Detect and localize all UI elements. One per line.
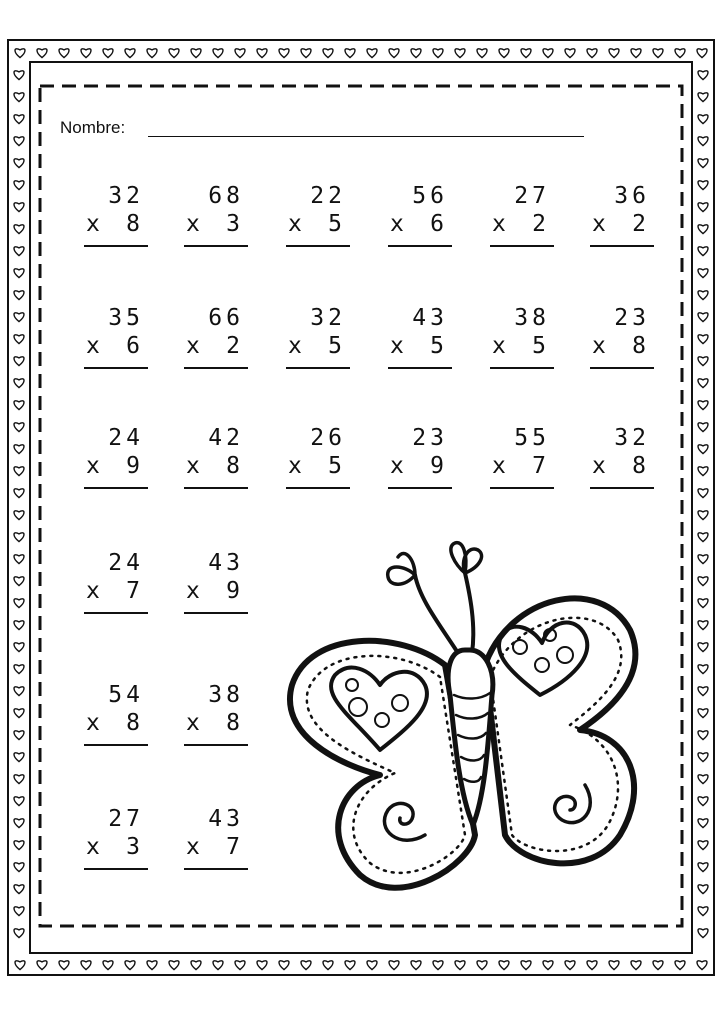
heart-icon: [698, 423, 708, 432]
heart-icon: [345, 961, 355, 970]
problem-2-2: [184, 305, 248, 375]
heart-icon: [698, 687, 708, 696]
times-sign: x: [592, 333, 606, 359]
problem-2-6: [590, 305, 654, 375]
multiplicand: 24: [108, 550, 144, 576]
name-line[interactable]: [148, 136, 584, 137]
heart-icon: [698, 467, 708, 476]
heart-icon: [279, 961, 289, 970]
heart-icon: [14, 797, 24, 806]
multiplicand: 36: [614, 183, 650, 209]
multiplier: 6: [430, 211, 448, 237]
times-sign: x: [86, 578, 100, 604]
times-sign: x: [186, 578, 200, 604]
times-sign: x: [288, 211, 302, 237]
times-sign: x: [86, 211, 100, 237]
heart-icon: [81, 961, 91, 970]
multiplicand: 32: [614, 425, 650, 451]
problem-6-1: [84, 806, 148, 876]
heart-icon: [323, 961, 333, 970]
heart-icon: [301, 961, 311, 970]
multiplier: 7: [532, 453, 550, 479]
heart-icon: [14, 775, 24, 784]
heart-icon: [14, 709, 24, 718]
heart-icon: [411, 961, 421, 970]
heart-icon: [103, 49, 113, 58]
multiplier: 5: [328, 211, 346, 237]
times-sign: x: [186, 211, 200, 237]
answer-line[interactable]: [184, 367, 248, 369]
heart-icon: [455, 49, 465, 58]
heart-icon: [389, 961, 399, 970]
heart-icon: [14, 291, 24, 300]
multiplier: 5: [328, 453, 346, 479]
heart-icon: [698, 555, 708, 564]
heart-icon: [698, 93, 708, 102]
heart-icon: [14, 907, 24, 916]
heart-icon: [14, 423, 24, 432]
heart-icon: [15, 49, 25, 58]
multiplicand: 23: [412, 425, 448, 451]
heart-icon: [14, 621, 24, 630]
heart-icon: [257, 961, 267, 970]
times-sign: x: [86, 710, 100, 736]
times-sign: x: [86, 333, 100, 359]
problem-1-3: [286, 183, 350, 253]
multiplier: 5: [430, 333, 448, 359]
heart-icon: [14, 643, 24, 652]
heart-icon: [609, 49, 619, 58]
answer-line[interactable]: [388, 367, 452, 369]
heart-icon: [14, 335, 24, 344]
heart-icon: [698, 401, 708, 410]
heart-icon: [698, 489, 708, 498]
heart-icon: [14, 379, 24, 388]
multiplier: 8: [126, 211, 144, 237]
answer-line[interactable]: [388, 245, 452, 247]
answer-line[interactable]: [590, 367, 654, 369]
heart-icon: [631, 49, 641, 58]
heart-icon: [14, 511, 24, 520]
heart-icon: [543, 961, 553, 970]
answer-line[interactable]: [388, 487, 452, 489]
times-sign: x: [492, 333, 506, 359]
heart-icon: [257, 49, 267, 58]
heart-icon: [14, 533, 24, 542]
problem-2-4: [388, 305, 452, 375]
heart-icon: [14, 885, 24, 894]
heart-icon: [81, 49, 91, 58]
heart-icon: [147, 49, 157, 58]
multiplier: 9: [226, 578, 244, 604]
heart-icon: [37, 961, 47, 970]
multiplier: 3: [226, 211, 244, 237]
heart-icon: [169, 961, 179, 970]
heart-icon: [14, 203, 24, 212]
multiplicand: 32: [108, 183, 144, 209]
heart-icon: [698, 203, 708, 212]
heart-icon: [455, 961, 465, 970]
problem-4-1: [84, 550, 148, 620]
heart-icon: [279, 49, 289, 58]
name-label: Nombre:: [60, 118, 126, 137]
times-sign: x: [390, 333, 404, 359]
answer-line[interactable]: [286, 245, 350, 247]
multiplicand: 22: [310, 183, 346, 209]
heart-icon: [698, 71, 708, 80]
multiplier: 8: [632, 453, 650, 479]
heart-icon: [14, 841, 24, 850]
heart-icon: [477, 961, 487, 970]
heart-icon: [213, 961, 223, 970]
heart-icon: [14, 731, 24, 740]
heart-icon: [14, 181, 24, 190]
heart-icon: [499, 961, 509, 970]
times-sign: x: [592, 211, 606, 237]
heart-icon: [477, 49, 487, 58]
heart-icon: [609, 961, 619, 970]
answer-line[interactable]: [184, 744, 248, 746]
heart-icon: [14, 467, 24, 476]
butterfly-hearts-icon: [280, 535, 660, 905]
heart-icon: [14, 863, 24, 872]
heart-icon: [14, 137, 24, 146]
heart-icon: [698, 181, 708, 190]
times-sign: x: [492, 211, 506, 237]
answer-line[interactable]: [84, 487, 148, 489]
heart-icon: [433, 961, 443, 970]
heart-icon: [653, 961, 663, 970]
answer-line[interactable]: [184, 245, 248, 247]
heart-icon: [433, 49, 443, 58]
heart-icon: [14, 159, 24, 168]
heart-icon: [14, 555, 24, 564]
problem-1-4: [388, 183, 452, 253]
heart-icon: [235, 49, 245, 58]
times-sign: x: [592, 453, 606, 479]
times-sign: x: [186, 453, 200, 479]
multiplier: 5: [532, 333, 550, 359]
heart-icon: [587, 49, 597, 58]
heart-icon: [698, 621, 708, 630]
heart-icon: [191, 961, 201, 970]
heart-icon: [14, 269, 24, 278]
problem-2-1: [84, 305, 148, 375]
heart-icon: [14, 93, 24, 102]
heart-icon: [698, 379, 708, 388]
heart-icon: [191, 49, 201, 58]
answer-line[interactable]: [286, 487, 350, 489]
heart-icon: [675, 49, 685, 58]
times-sign: x: [86, 834, 100, 860]
multiplier: 7: [226, 834, 244, 860]
heart-icon: [698, 797, 708, 806]
heart-icon: [125, 961, 135, 970]
heart-icon: [367, 961, 377, 970]
heart-icon: [698, 841, 708, 850]
multiplier: 6: [126, 333, 144, 359]
answer-line[interactable]: [490, 245, 554, 247]
heart-icon: [698, 709, 708, 718]
multiplier: 2: [632, 211, 650, 237]
heart-icon: [147, 961, 157, 970]
heart-icon: [698, 577, 708, 586]
heart-icon: [14, 819, 24, 828]
name-row: [60, 118, 590, 140]
heart-icon: [125, 49, 135, 58]
heart-icon: [697, 961, 707, 970]
heart-icon: [698, 775, 708, 784]
answer-line[interactable]: [84, 367, 148, 369]
heart-icon: [698, 291, 708, 300]
heart-icon: [698, 511, 708, 520]
heart-icon: [698, 819, 708, 828]
problem-5-2: [184, 682, 248, 752]
heart-icon: [213, 49, 223, 58]
answer-line[interactable]: [84, 868, 148, 870]
heart-icon: [235, 961, 245, 970]
multiplicand: 38: [208, 682, 244, 708]
multiplicand: 42: [208, 425, 244, 451]
heart-icon: [698, 335, 708, 344]
answer-line[interactable]: [84, 612, 148, 614]
heart-icon: [169, 49, 179, 58]
heart-icon: [698, 313, 708, 322]
multiplicand: 56: [412, 183, 448, 209]
problem-3-6: [590, 425, 654, 495]
heart-icon: [14, 357, 24, 366]
times-sign: x: [86, 453, 100, 479]
heart-icon: [698, 753, 708, 762]
heart-icon: [301, 49, 311, 58]
heart-icon: [15, 961, 25, 970]
times-sign: x: [390, 453, 404, 479]
multiplier: 2: [532, 211, 550, 237]
heart-icon: [367, 49, 377, 58]
multiplier: 8: [126, 710, 144, 736]
heart-icon: [543, 49, 553, 58]
heart-icon: [698, 885, 708, 894]
heart-icon: [631, 961, 641, 970]
problem-6-2: [184, 806, 248, 876]
problem-2-5: [490, 305, 554, 375]
heart-icon: [698, 907, 708, 916]
answer-line[interactable]: [490, 367, 554, 369]
heart-icon: [14, 753, 24, 762]
answer-line[interactable]: [84, 245, 148, 247]
problem-3-2: [184, 425, 248, 495]
heart-icon: [14, 665, 24, 674]
heart-icon: [698, 225, 708, 234]
heart-icon: [698, 731, 708, 740]
answer-line[interactable]: [490, 487, 554, 489]
answer-line[interactable]: [590, 245, 654, 247]
heart-icon: [698, 269, 708, 278]
multiplicand: 68: [208, 183, 244, 209]
heart-icon: [698, 599, 708, 608]
heart-icon: [14, 489, 24, 498]
heart-icon: [14, 401, 24, 410]
answer-line[interactable]: [84, 744, 148, 746]
heart-icon: [521, 961, 531, 970]
heart-icon: [14, 225, 24, 234]
problem-1-5: [490, 183, 554, 253]
multiplier: 9: [126, 453, 144, 479]
heart-icon: [698, 357, 708, 366]
problem-1-6: [590, 183, 654, 253]
times-sign: x: [390, 211, 404, 237]
heart-icon: [675, 961, 685, 970]
heart-icon: [14, 313, 24, 322]
heart-icon: [323, 49, 333, 58]
multiplier: 5: [328, 333, 346, 359]
problem-3-3: [286, 425, 350, 495]
heart-icon: [14, 687, 24, 696]
problem-4-2: [184, 550, 248, 620]
heart-icon: [698, 445, 708, 454]
multiplier: 3: [126, 834, 144, 860]
multiplicand: 43: [208, 550, 244, 576]
heart-icon: [565, 49, 575, 58]
heart-icon: [698, 159, 708, 168]
heart-icon: [14, 599, 24, 608]
multiplier: 7: [126, 578, 144, 604]
heart-icon: [14, 115, 24, 124]
heart-icon: [653, 49, 663, 58]
heart-icon: [698, 665, 708, 674]
heart-icon: [565, 961, 575, 970]
heart-icon: [698, 247, 708, 256]
heart-icon: [59, 961, 69, 970]
multiplicand: 66: [208, 305, 244, 331]
times-sign: x: [186, 834, 200, 860]
multiplicand: 55: [514, 425, 550, 451]
multiplier: 2: [226, 333, 244, 359]
multiplicand: 23: [614, 305, 650, 331]
multiplicand: 27: [514, 183, 550, 209]
answer-line[interactable]: [184, 868, 248, 870]
times-sign: x: [288, 453, 302, 479]
multiplicand: 32: [310, 305, 346, 331]
heart-icon: [499, 49, 509, 58]
heart-icon: [37, 49, 47, 58]
multiplicand: 43: [208, 806, 244, 832]
heart-icon: [698, 533, 708, 542]
times-sign: x: [186, 710, 200, 736]
heart-icon: [698, 115, 708, 124]
multiplicand: 24: [108, 425, 144, 451]
heart-icon: [521, 49, 531, 58]
heart-icon: [14, 445, 24, 454]
multiplicand: 38: [514, 305, 550, 331]
heart-icon: [698, 137, 708, 146]
multiplicand: 43: [412, 305, 448, 331]
multiplier: 8: [226, 453, 244, 479]
heart-icon: [411, 49, 421, 58]
heart-icon: [14, 577, 24, 586]
heart-icon: [697, 49, 707, 58]
multiplier: 9: [430, 453, 448, 479]
problem-1-1: [84, 183, 148, 253]
problem-2-3: [286, 305, 350, 375]
heart-icon: [587, 961, 597, 970]
multiplicand: 26: [310, 425, 346, 451]
problem-3-4: [388, 425, 452, 495]
heart-icon: [698, 929, 708, 938]
multiplier: 8: [632, 333, 650, 359]
multiplier: 8: [226, 710, 244, 736]
heart-icon: [103, 961, 113, 970]
multiplicand: 54: [108, 682, 144, 708]
times-sign: x: [492, 453, 506, 479]
multiplicand: 35: [108, 305, 144, 331]
heart-icon: [389, 49, 399, 58]
answer-line[interactable]: [184, 612, 248, 614]
multiplicand: 27: [108, 806, 144, 832]
problem-3-1: [84, 425, 148, 495]
problem-3-5: [490, 425, 554, 495]
heart-icon: [14, 929, 24, 938]
heart-icon: [14, 247, 24, 256]
problem-1-2: [184, 183, 248, 253]
heart-icon: [345, 49, 355, 58]
times-sign: x: [186, 333, 200, 359]
answer-line[interactable]: [590, 487, 654, 489]
answer-line[interactable]: [286, 367, 350, 369]
answer-line[interactable]: [184, 487, 248, 489]
heart-icon: [14, 71, 24, 80]
heart-icon: [59, 49, 69, 58]
times-sign: x: [288, 333, 302, 359]
heart-icon: [698, 863, 708, 872]
heart-icon: [698, 643, 708, 652]
problem-5-1: [84, 682, 148, 752]
